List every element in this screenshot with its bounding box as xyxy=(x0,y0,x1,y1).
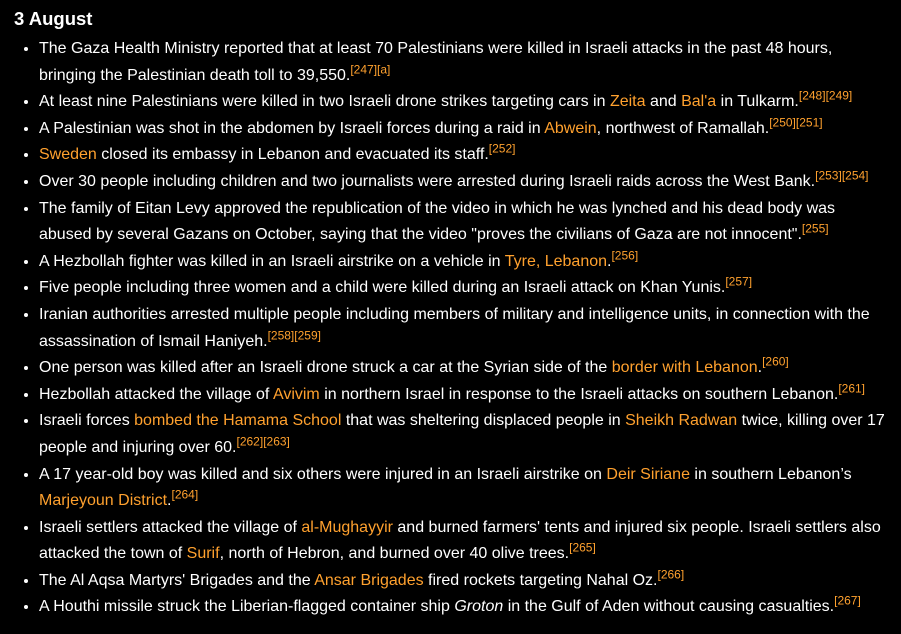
list-item xyxy=(39,169,887,196)
citation-link[interactable]: [254] xyxy=(841,168,869,183)
citation xyxy=(236,435,263,449)
citation-link[interactable]: [255] xyxy=(801,221,829,236)
citation xyxy=(569,541,596,555)
item-text: A Hezbollah fighter was killed in an Israeli airstrike on a vehicle in xyxy=(39,252,505,270)
article-link[interactable]: Sheikh Radwan xyxy=(625,412,738,430)
item-text: Israeli forces xyxy=(39,412,135,430)
item-text: , northwest of Ramallah. xyxy=(596,119,770,137)
item-text: in southern Lebanon’s xyxy=(689,465,852,483)
item-text: twice, killing over 17 people and injuring over 60. xyxy=(39,412,885,456)
article-link[interactable]: Bal'a xyxy=(681,93,717,111)
item-text: A Palestinian was shot in the abdomen by Israeli forces during a raid in xyxy=(39,119,545,137)
item-text: The Gaza Health Ministry reported that at least 70 Palestinians were killed in Israeli attacks in the past 48 hours, bringing the Palestinian death toll to 39,550. xyxy=(39,40,833,84)
item-text: Hezbollah attacked the village of xyxy=(39,385,273,403)
item-text: One person was killed after an Israeli drone struck a car at the Syrian side of the xyxy=(39,359,612,377)
citation-link[interactable]: [253] xyxy=(815,168,842,183)
article-link[interactable]: Surif xyxy=(186,545,220,563)
citation-link[interactable]: [248] xyxy=(798,88,826,103)
citation-link[interactable]: [259] xyxy=(294,328,321,343)
citation-link[interactable]: [267] xyxy=(834,594,861,609)
article-link[interactable]: bombed the Hamama School xyxy=(134,412,342,430)
article-link[interactable]: Zeita xyxy=(609,93,646,111)
item-text: . xyxy=(757,359,763,377)
citation xyxy=(842,169,869,183)
list-item xyxy=(39,408,887,461)
citation-link[interactable]: [258] xyxy=(267,328,295,343)
citation xyxy=(826,89,853,103)
article-link[interactable]: Deir Siriane xyxy=(606,465,690,483)
citation xyxy=(263,435,290,449)
item-text: and xyxy=(645,93,682,111)
citation xyxy=(657,568,684,582)
list-item xyxy=(39,89,887,116)
article-link[interactable]: Sweden xyxy=(39,146,97,164)
item-text: in northern Israel in response to the Israeli attacks on southern Lebanon. xyxy=(319,385,839,403)
item-text: . xyxy=(167,492,172,510)
item-text: in Tulkarm. xyxy=(716,93,799,111)
item-text: that was sheltering displaced people in xyxy=(341,412,626,430)
citation xyxy=(377,62,390,76)
list-item xyxy=(39,302,887,355)
citation-link[interactable]: [263] xyxy=(263,434,290,449)
citation-link[interactable]: [257] xyxy=(725,275,753,290)
citation-link[interactable]: [265] xyxy=(569,540,596,555)
list-item xyxy=(39,196,887,249)
item-text: The family of Eitan Levy approved the republication of the video in which he was lynched and his dead body was abused by several Gazans on October, saying that the video "proves the civilians of Gaza are not innocent". xyxy=(39,199,836,244)
citation-link[interactable]: [251] xyxy=(795,115,823,130)
list-item xyxy=(39,355,887,382)
article-link[interactable]: Marjeyoun District xyxy=(39,492,168,510)
citation xyxy=(171,488,198,502)
article-link[interactable]: Tyre, Lebanon xyxy=(504,252,608,270)
list-item xyxy=(39,275,887,302)
item-text: closed its embassy in Lebanon and evacuated its staff. xyxy=(96,146,489,164)
list-item xyxy=(39,142,887,169)
citation-link[interactable]: [264] xyxy=(171,487,199,502)
citation-link[interactable]: [261] xyxy=(838,381,866,396)
item-text: A 17 year-old boy was killed and six others were injured in an Israeli airstrike on xyxy=(39,465,607,483)
citation xyxy=(489,142,516,156)
item-text: Five people including three women and a child were killed during an Israeli attack on Khan Yunis. xyxy=(39,279,726,297)
citation xyxy=(838,381,865,395)
citation xyxy=(799,89,826,103)
list-item xyxy=(39,249,887,276)
citation-link[interactable]: [252] xyxy=(488,142,516,157)
citation xyxy=(611,248,638,262)
citation-link[interactable]: [250] xyxy=(769,115,796,130)
list-item xyxy=(39,116,887,143)
item-text: and burned farmers' tents and injured six people. Israeli settlers also attacked the town of xyxy=(39,518,881,563)
citation xyxy=(769,115,796,129)
section-heading: 3 August xyxy=(14,8,93,29)
citation xyxy=(725,275,752,289)
citation xyxy=(350,62,377,76)
citation-link[interactable]: [260] xyxy=(762,354,789,369)
ship-name: Groton xyxy=(454,598,504,616)
citation-link[interactable]: [a] xyxy=(377,62,391,77)
citation-link[interactable]: [266] xyxy=(657,567,685,582)
list-item xyxy=(39,515,887,568)
item-text: , north of Hebron, and burned over 40 olive trees. xyxy=(219,545,570,563)
list-item xyxy=(39,382,887,409)
list-item xyxy=(39,568,887,595)
item-text: Israeli settlers attacked the village of xyxy=(39,518,302,536)
article-link[interactable]: Avivim xyxy=(272,385,320,403)
item-text: A Houthi missile struck the Liberian-flagged container ship xyxy=(39,598,455,616)
item-text: in the Gulf of Aden without causing casualties. xyxy=(503,598,835,616)
article-link[interactable]: al-Mughayyir xyxy=(301,518,393,536)
item-text: . xyxy=(607,252,612,270)
list-item xyxy=(39,462,887,515)
citation xyxy=(796,115,823,129)
list-item xyxy=(39,36,887,89)
citation xyxy=(834,594,861,608)
citation-link[interactable]: [247] xyxy=(350,62,378,77)
item-text: Iranian authorities arrested multiple people including members of military and intelligence units, in connection with the assassination of Ismail Haniyeh. xyxy=(39,305,870,350)
article-link[interactable]: Ansar Brigades xyxy=(314,571,424,589)
citation-link[interactable]: [262] xyxy=(236,434,264,449)
article-link[interactable]: Abwein xyxy=(544,119,597,137)
article-link[interactable]: border with Lebanon xyxy=(611,359,758,377)
citation xyxy=(802,222,829,236)
citation xyxy=(294,328,321,342)
citation-link[interactable]: [256] xyxy=(611,248,639,263)
list-item xyxy=(39,594,887,621)
citation-link[interactable]: [249] xyxy=(825,88,853,103)
event-list xyxy=(14,36,887,621)
item-text: fired rockets targeting Nahal Oz. xyxy=(423,571,658,589)
item-text: At least nine Palestinians were killed in two Israeli drone strikes targeting cars in xyxy=(39,93,610,111)
item-text: Over 30 people including children and two journalists were arrested during Israeli raids across the West Bank. xyxy=(39,172,816,190)
citation xyxy=(268,328,295,342)
citation xyxy=(762,355,789,369)
item-text: The Al Aqsa Martyrs' Brigades and the xyxy=(39,571,315,589)
citation xyxy=(815,169,842,183)
